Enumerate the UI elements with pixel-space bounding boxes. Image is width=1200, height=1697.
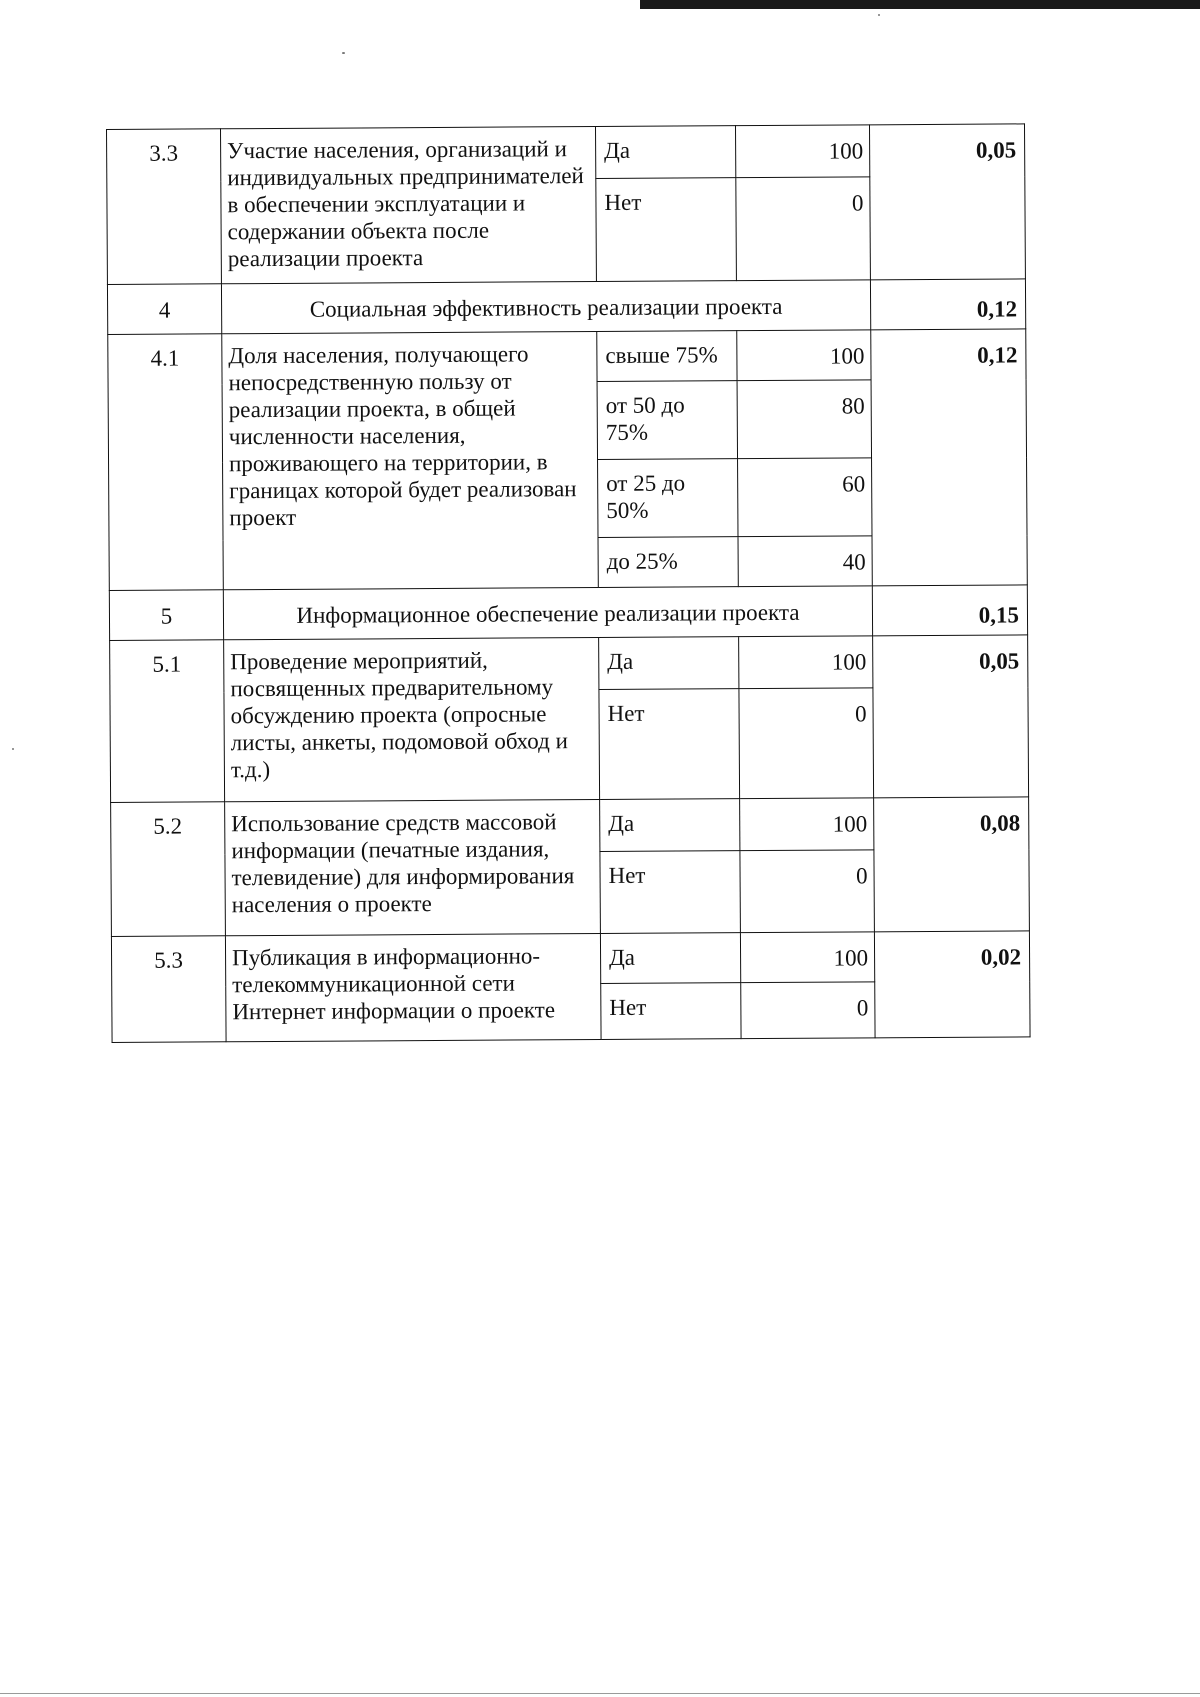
section-weight: 0,12 — [870, 279, 1025, 330]
row-number: 5.3 — [111, 936, 226, 1043]
table-row — [111, 797, 1029, 855]
option-score: 100 — [739, 636, 873, 689]
option-score: 40 — [738, 536, 872, 587]
weight-value: 0,05 — [873, 635, 1029, 798]
option-label: от 25 до 50% — [598, 459, 738, 538]
option-score: 0 — [740, 850, 874, 933]
weight-value: 0,05 — [869, 124, 1025, 280]
section-title: Информационное обеспечение реализации проекта — [223, 586, 872, 640]
section-weight: 0,15 — [872, 585, 1027, 636]
section-row — [109, 585, 1027, 641]
table-row — [110, 635, 1028, 693]
option-label: Да — [599, 637, 739, 690]
section-number: 4 — [107, 284, 221, 335]
option-label: Нет — [600, 851, 740, 934]
option-label: Да — [595, 126, 735, 179]
section-number: 5 — [109, 590, 223, 641]
row-number: 5.1 — [110, 640, 225, 803]
criterion-description: Использование средств массовой информации (печатные издания, телевидение) для информирования населения о проекте — [225, 799, 601, 935]
weight-value: 0,02 — [874, 931, 1030, 1038]
option-score: 0 — [741, 982, 875, 1039]
option-label: Нет — [596, 178, 737, 282]
criterion-description: Участие населения, организаций и индивидуальных предпринимателей в обеспечении эксплуатации и содержании объекта после реализации проекта — [221, 127, 597, 284]
option-label: свыше 75% — [597, 331, 737, 382]
criteria-table — [106, 123, 1031, 1043]
option-label: Да — [600, 933, 740, 984]
criterion-description: Публикация в информационно-телекоммуникационной сети Интернет информации о проекте — [225, 933, 601, 1041]
criterion-description: Проведение мероприятий, посвященных предварительному обсуждению проекта (опросные листы, анкеты, подомовой обход и т.д.) — [224, 638, 600, 802]
weight-value: 0,12 — [871, 329, 1028, 586]
section-row — [107, 279, 1025, 335]
weight-value: 0,08 — [874, 797, 1030, 932]
table-row — [108, 329, 1026, 385]
row-number: 3.3 — [107, 129, 222, 285]
option-label: Нет — [599, 689, 740, 800]
criterion-description: Доля населения, получающего непосредственную пользу от реализации проекта, в общей численности населения, проживающего на территории, в границах которой будет реализован проект — [222, 332, 599, 590]
option-label: Да — [600, 799, 740, 852]
scan-speck — [12, 748, 14, 750]
option-score: 60 — [738, 458, 872, 537]
row-number: 5.2 — [111, 802, 226, 937]
option-score: 100 — [740, 798, 874, 851]
scan-speck — [342, 52, 345, 54]
option-label: Нет — [601, 983, 741, 1040]
option-score: 0 — [739, 688, 874, 799]
table-row — [107, 124, 1025, 182]
option-score: 100 — [740, 932, 874, 983]
option-score: 80 — [737, 380, 871, 459]
option-score: 100 — [737, 330, 871, 381]
scan-speck — [878, 14, 880, 16]
table-row — [111, 931, 1029, 987]
section-title: Социальная эффективность реализации проекта — [221, 280, 870, 334]
option-label: до 25% — [598, 537, 738, 588]
option-score: 100 — [735, 125, 869, 178]
option-score: 0 — [736, 177, 871, 281]
row-number: 4.1 — [108, 334, 224, 591]
scan-edge-top — [640, 0, 1200, 9]
scan-edge-bottom — [0, 1693, 1200, 1694]
option-label: от 50 до 75% — [597, 381, 737, 460]
